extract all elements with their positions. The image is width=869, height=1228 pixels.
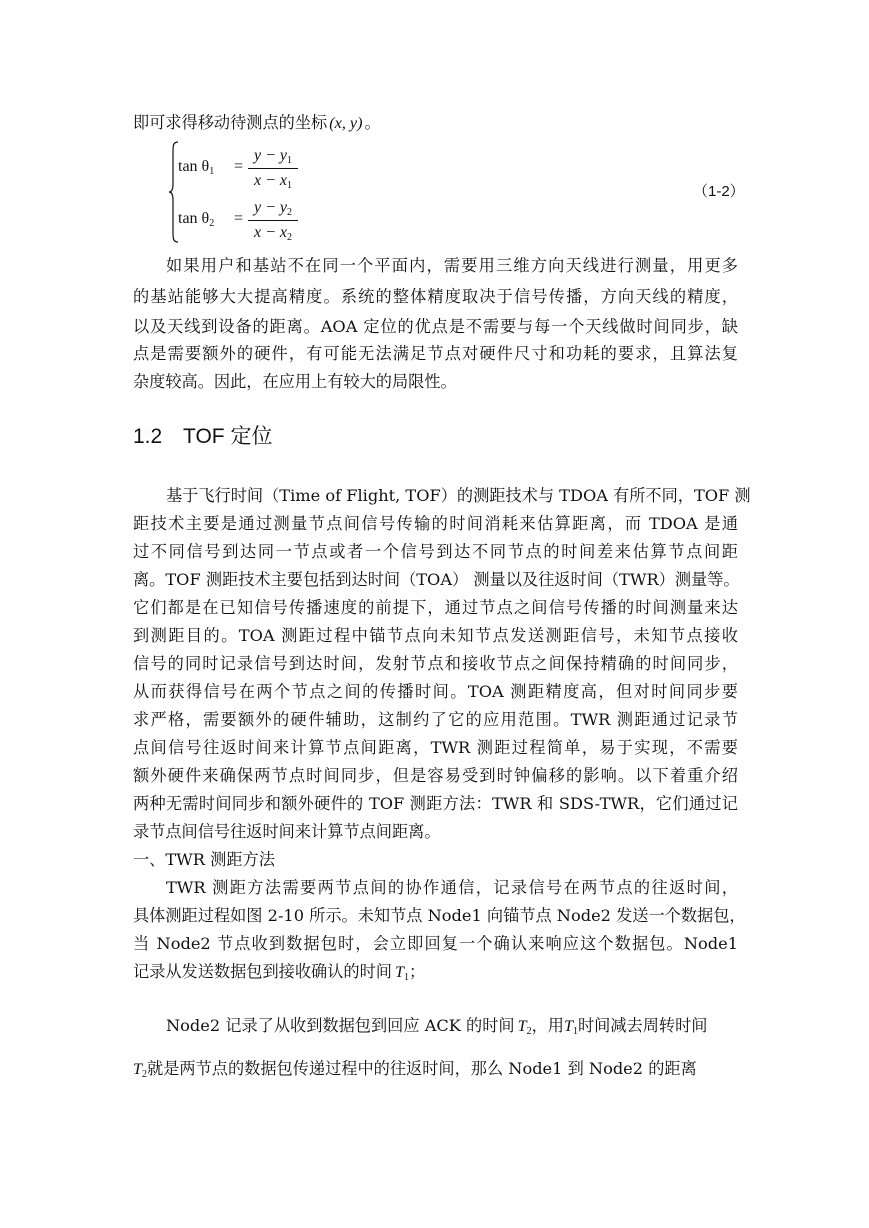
- fraction-bar: [248, 168, 298, 169]
- para3-line: 具体测距过程如图 2-10 所示。未知节点 Node1 向锚节点 Node2 发送一个数据包，: [133, 906, 746, 925]
- coordinate-expression: (x, y): [329, 114, 363, 132]
- variable-t2: $T_2$: [133, 1060, 148, 1080]
- intro-end: 。: [364, 113, 381, 132]
- equation-lhs-1: $\tan \theta_1$: [178, 158, 215, 177]
- equation-system: [168, 140, 308, 244]
- para2-line: 基于飞行时间（Time of Flight, TOF）的测距技术与 TDOA 有所不同，TOF 测: [166, 486, 751, 505]
- section-title: TOF 定位: [183, 425, 273, 448]
- para2-line: 从而获得信号在两个节点之间的传播时间。TOA 测距精度高，但对时间同步要: [133, 682, 738, 701]
- para2-line: 距技术主要是通过测量节点间信号传输的时间消耗来估算距离，而 TDOA 是通: [133, 514, 738, 533]
- section-heading: [133, 423, 272, 451]
- para4-line: $T_2$就是两节点的数据包传递过程中的往返时间，那么 Node1 到 Node2 的距离: [133, 1059, 697, 1080]
- variable-t1: $T_1$: [563, 1017, 578, 1037]
- para1-line: 杂度较高。因此，在应用上有较大的局限性。: [133, 372, 457, 391]
- para2-line: 求严格，需要额外的硬件辅助，这制约了它的应用范围。TWR 测距通过记录节: [133, 710, 738, 729]
- fraction-2-denominator: $x - x_2$: [254, 224, 292, 243]
- para3-line: TWR 测距方法需要两节点间的协作通信，记录信号在两节点的往返时间，: [166, 878, 738, 897]
- fraction-1: [248, 146, 298, 191]
- para2-line: 离。TOF 测距技术主要包括到达时间（TOA） 测量以及往返时间（TWR）测量等。: [133, 570, 740, 589]
- para2-line: 它们都是在已知信号传播速度的前提下，通过节点之间信号传播的时间测量来达: [133, 598, 738, 617]
- equals-sign: =: [234, 158, 244, 175]
- fraction-2: [248, 198, 298, 243]
- para2-line: 点间信号往返时间来计算节点间距离，TWR 测距过程简单，易于实现，不需要: [133, 738, 738, 757]
- intro-text: 即可求得移动待测点的坐标: [133, 113, 328, 132]
- para3-line: 记录从发送数据包到接收确认的时间 $T_1$；: [133, 962, 426, 983]
- subheading: 一、TWR 测距方法: [133, 850, 275, 869]
- para2-line: 录节点间信号往返时间来计算节点间距离。: [133, 822, 441, 841]
- equation-row-2: [178, 198, 308, 244]
- intro-line: [133, 112, 738, 134]
- para2-line: 信号的同时记录信号到达时间，发射节点和接收节点之间保持精确的时间同步，: [133, 654, 738, 673]
- equals-sign: =: [234, 210, 244, 227]
- para1-line: 以及天线到设备的距离。AOA 定位的优点是不需要与每一个天线做时间同步，缺: [133, 317, 738, 336]
- equation-number: （1-2）: [693, 183, 745, 200]
- equation-lhs-2: $\tan \theta_2$: [178, 210, 215, 229]
- fraction-1-denominator: $x - x_1$: [254, 172, 292, 191]
- section-number: 1.2: [133, 425, 163, 448]
- variable-t2: $T_2$: [517, 1017, 532, 1037]
- para2-line: 过不同信号到达同一节点或者一个信号到达不同节点的时间差来估算节点间距: [133, 542, 738, 561]
- fraction-1-numerator: $y - y_1$: [254, 147, 292, 166]
- equation-row-1: [178, 146, 308, 192]
- para1-line: 的基站能够大大提高精度。系统的整体精度取决于信号传播，方向天线的精度，: [133, 287, 738, 306]
- para1-line: 点是需要额外的硬件，有可能无法满足节点对硬件尺寸和功耗的要求，且算法复: [133, 344, 738, 363]
- para3-line: 当 Node2 节点收到数据包时，会立即回复一个确认来响应这个数据包。Node1: [133, 934, 738, 953]
- para2-line: 额外硬件来确保两节点时间同步，但是容易受到时钟偏移的影响。以下着重介绍: [133, 766, 738, 785]
- fraction-2-numerator: $y - y_2$: [254, 199, 292, 218]
- para1-line: 如果用户和基站不在同一个平面内，需要用三维方向天线进行测量，用更多: [166, 256, 738, 275]
- para2-line: 两种无需时间同步和额外硬件的 TOF 测距方法：TWR 和 SDS-TWR，它们通过记: [133, 794, 738, 813]
- para4-line: Node2 记录了从收到数据包到回应 ACK 的时间 $T_2$，用$T_1$时间减去周转时间: [166, 1016, 708, 1037]
- variable-t1: $T_1$: [395, 963, 410, 983]
- fraction-bar: [248, 220, 298, 221]
- para2-line: 到测距目的。TOA 测距过程中锚节点向未知节点发送测距信号，未知节点接收: [133, 626, 738, 645]
